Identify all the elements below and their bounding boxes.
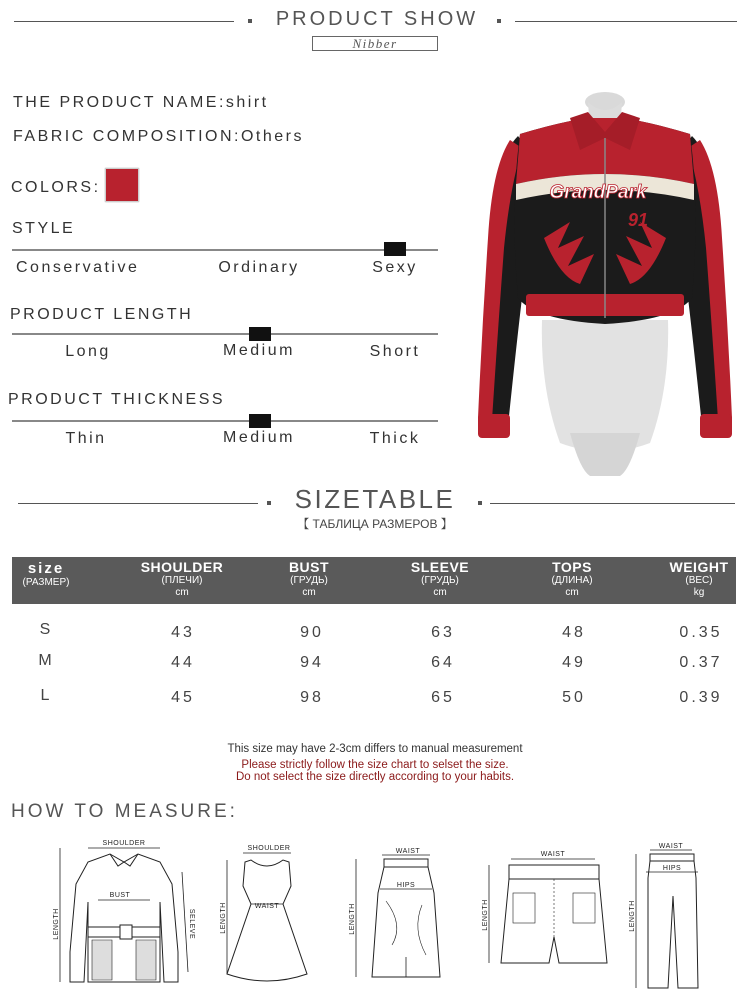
thickness-scale-line bbox=[12, 420, 438, 422]
svg-text:LENGTH: LENGTH bbox=[482, 899, 489, 931]
col-header-bust: BUST (ГРУДЬ) cm bbox=[288, 559, 330, 598]
sizetable-rule-left bbox=[18, 503, 258, 504]
svg-text:LENGTH: LENGTH bbox=[629, 900, 636, 932]
header-rule-left bbox=[14, 21, 234, 22]
svg-text:WAIST: WAIST bbox=[254, 903, 280, 910]
length-option-short: Short bbox=[369, 343, 421, 360]
fabric-composition: FABRIC COMPOSITION:Others bbox=[13, 128, 304, 145]
pants-measure-diagram bbox=[622, 838, 704, 992]
cell-sleeve: 63 bbox=[431, 624, 455, 641]
product-name: THE PRODUCT NAME:shirt bbox=[13, 94, 269, 111]
jacket-print-text: GrandPark bbox=[549, 182, 647, 203]
shirt-measure-diagram bbox=[48, 832, 200, 990]
length-option-long: Long bbox=[65, 343, 111, 360]
header-dot-left bbox=[248, 19, 252, 23]
thickness-option-thin: Thin bbox=[65, 430, 107, 447]
style-option-ordinary: Ordinary bbox=[218, 259, 300, 276]
cell-bust: 90 bbox=[300, 624, 324, 641]
sizetable-subtitle: 【 ТАБЛИЦА РАЗМЕРОВ 】 bbox=[297, 517, 453, 531]
thickness-marker bbox=[249, 414, 271, 428]
length-marker bbox=[249, 327, 271, 341]
sizetable-rule-right bbox=[490, 503, 735, 504]
cell-sleeve: 64 bbox=[431, 654, 455, 671]
svg-text:SELEVE: SELEVE bbox=[188, 908, 195, 940]
cell-size: L bbox=[40, 687, 50, 704]
cell-size: S bbox=[39, 621, 51, 638]
col-header-weight: WEIGHT (ВЕС) kg bbox=[669, 559, 729, 598]
cell-size: M bbox=[38, 652, 52, 669]
col-header-shoulder: SHOULDER (ПЛЕЧИ) cm bbox=[140, 559, 224, 598]
style-option-sexy: Sexy bbox=[372, 259, 418, 276]
mannequin-torso bbox=[542, 320, 668, 452]
cell-tops: 49 bbox=[562, 654, 586, 671]
color-swatch-red[interactable] bbox=[105, 168, 139, 202]
jacket-number: 91 bbox=[627, 210, 649, 230]
svg-text:SHOULDER: SHOULDER bbox=[102, 840, 146, 847]
svg-text:SHOULDER: SHOULDER bbox=[247, 845, 291, 852]
svg-text:HIPS: HIPS bbox=[396, 882, 416, 889]
cell-shoulder: 44 bbox=[171, 654, 195, 671]
colors-label: COLORS: bbox=[11, 179, 101, 196]
svg-text:BUST: BUST bbox=[109, 892, 131, 899]
svg-text:HIPS: HIPS bbox=[662, 865, 682, 872]
header-rule-right bbox=[515, 21, 737, 22]
header-dot-right bbox=[497, 19, 501, 23]
scale-title-style: STYLE bbox=[12, 220, 76, 237]
cell-weight: 0.39 bbox=[679, 689, 723, 706]
cell-bust: 98 bbox=[300, 689, 324, 706]
product-photo bbox=[470, 88, 740, 480]
sizetable-dot-right bbox=[478, 501, 482, 505]
svg-text:WAIST: WAIST bbox=[658, 843, 684, 850]
cell-bust: 94 bbox=[300, 654, 324, 671]
cell-shoulder: 45 bbox=[171, 689, 195, 706]
thickness-option-medium: Medium bbox=[223, 429, 295, 446]
cell-weight: 0.37 bbox=[679, 654, 723, 671]
style-marker bbox=[384, 242, 406, 256]
mannequin-hips bbox=[570, 433, 640, 476]
cell-shoulder: 43 bbox=[171, 624, 195, 641]
jacket-left-cuff bbox=[478, 414, 510, 438]
cell-tops: 50 bbox=[562, 689, 586, 706]
svg-text:LENGTH: LENGTH bbox=[220, 902, 227, 934]
length-option-medium: Medium bbox=[223, 342, 295, 359]
brand-box: Nibber bbox=[312, 36, 438, 51]
note-warning-2: Do not select the size directly according to your habits. bbox=[235, 771, 515, 783]
svg-text:LENGTH: LENGTH bbox=[349, 903, 356, 935]
col-header-size: size (РАЗМЕР) bbox=[22, 560, 70, 588]
col-header-tops: TOPS (ДЛИНА) cm bbox=[551, 559, 593, 598]
scale-title-length: PRODUCT LENGTH bbox=[10, 306, 194, 323]
table-header-row bbox=[12, 557, 736, 604]
thickness-option-thick: Thick bbox=[369, 430, 421, 447]
dress-measure-diagram bbox=[215, 838, 311, 990]
how-to-measure-title: HOW TO MEASURE: bbox=[11, 801, 238, 822]
style-scale-line bbox=[12, 249, 438, 251]
svg-text:WAIST: WAIST bbox=[540, 851, 566, 858]
note-measurement: This size may have 2-3cm differs to manual measurement bbox=[227, 743, 523, 755]
sizetable-title: SIZETABLE bbox=[294, 484, 456, 514]
sizetable-dot-left bbox=[267, 501, 271, 505]
cell-weight: 0.35 bbox=[679, 624, 723, 641]
col-header-sleeve: SLEEVE (ГРУДЬ) cm bbox=[410, 559, 470, 598]
cell-sleeve: 65 bbox=[431, 689, 455, 706]
style-option-conservative: Conservative bbox=[16, 259, 140, 276]
shorts-measure-diagram bbox=[475, 845, 625, 975]
jacket-right-cuff bbox=[700, 414, 732, 438]
skirt-measure-diagram bbox=[342, 845, 448, 985]
svg-text:LENGTH: LENGTH bbox=[53, 908, 60, 940]
cell-tops: 48 bbox=[562, 624, 586, 641]
note-warning-1: Please strictly follow the size chart to selset the size. bbox=[241, 759, 509, 771]
length-scale-line bbox=[12, 333, 438, 335]
scale-title-thickness: PRODUCT THICKNESS bbox=[8, 391, 226, 408]
page-title: PRODUCT SHOW bbox=[275, 8, 479, 30]
svg-text:WAIST: WAIST bbox=[395, 848, 421, 855]
